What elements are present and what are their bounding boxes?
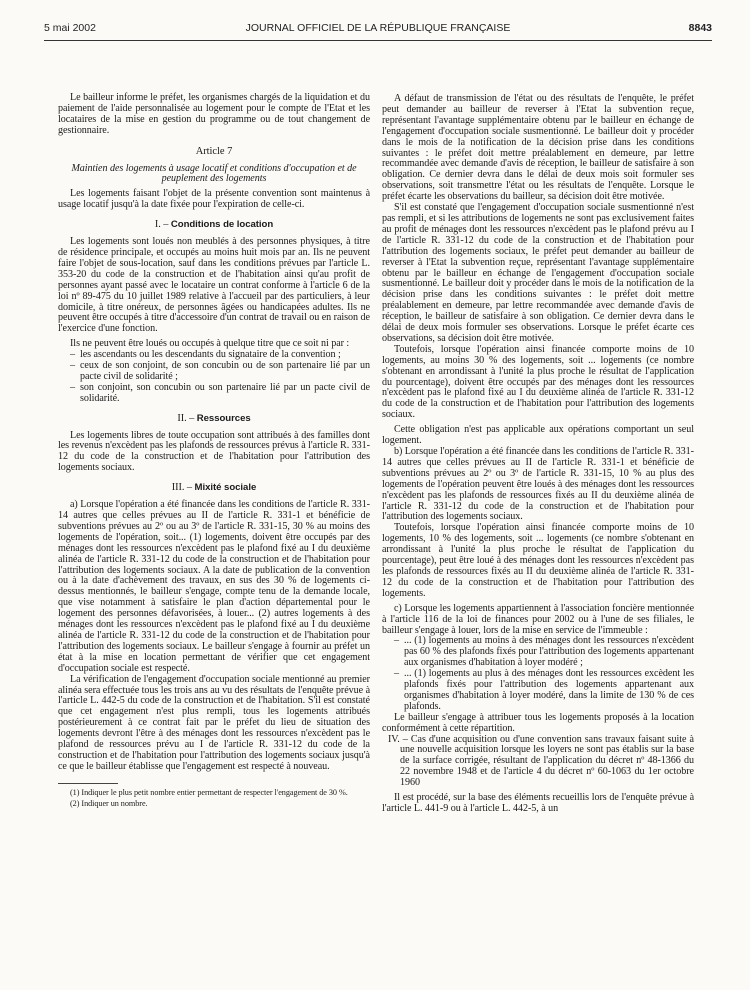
section-title: Ressources: [196, 412, 251, 424]
section-number: II. –: [177, 412, 197, 424]
section-number: III. –: [171, 482, 195, 494]
paragraph: Ils ne peuvent être loués ou occupés à quelque titre que ce soit ni par :: [70, 338, 350, 350]
section-title: Mixité sociale: [194, 482, 257, 494]
section-heading-1: [58, 220, 370, 231]
paragraph: Cette obligation n'est pas applicable aux opérations comportant un seul logement.: [382, 424, 694, 447]
page-number: 8843: [688, 22, 712, 34]
list-item: – ... (1) logements au moins à des ménages dont les ressources n'excèdent pas 60 % des plafonds fixés pour l'attribution des logements appartenant aux organismes d'habitation à loyer modéré ;: [394, 636, 694, 669]
article-subtitle: Maintien des logements à usage locatif et conditions d'occupation et de peuplement des logements: [71, 162, 357, 185]
paragraph: c) Lorsque les logements appartiennent à l'association foncière mentionnée à l'article 116 de la loi de finances pour 2002 ou à l'une de ses filiales, le bailleur s'engage à louer, lors de la mise en service de l'immeuble :: [382, 602, 694, 636]
left-column: [58, 93, 370, 811]
paragraph: Les logements sont loués non meublés à des personnes physiques, à titre de résidence principale, et occupés au moins huit mois par an. Ils ne peuvent faire l'objet de sous-location, sauf dans les conditions prévues par l'article L. 353-20 du code de la construction et de l'habitation ainsi qu'au profit de personnes ayant passé avec le locataire un contrat conforme à l'article 6 de la loi nº 89-475 du 10 juillet 1989 relative à l'accueil par des particuliers, à leur domicile, à titre onéreux, de personnes âgées ou handicapées adultes. Ils ne peuvent être occupés à titre d'accessoire d'un contrat de travail ou en raison de l'exercice d'une fonction.: [58, 236, 370, 335]
paragraph-article7: Les logements faisant l'objet de la présente convention sont maintenus à usage locatif jusqu'à la date fixée pour l'expiration de celle-ci.: [58, 188, 370, 211]
paragraph: Toutefois, lorsque l'opération ainsi financée comporte moins de 10 logements, au moins 30 % des logements, soit ... logements (ce nombre s'obtenant en arrondissant à l'unité la plus proche le résultat de l'application du pourcentage), doivent être occupés par des ménages dont les ressources n'excèdent pas le plafond fixé au I du deuxième alinéa de l'article R. 331-12 du code de la construction et de l'habitation pour l'attribution des logements sociaux.: [382, 343, 694, 421]
exclusion-list: [58, 350, 370, 405]
footnote: (2) Indiquer un nombre.: [70, 799, 148, 809]
paragraph-intro: Le bailleur informe le préfet, les organismes chargés de la liquidation et du paiement de l'aide personnalisée au logement pour le compte de l'Etat et les locataires de la mise en gestion du programme ou de tout changement de gestionnaire.: [58, 92, 370, 136]
paragraph: S'il est constaté que l'engagement d'occupation sociale susmentionné n'est pas rempli, et si les attributions de logements ne sont pas exclusivement faites au profit de ménages dont les ressources n'excèdent pas le plafond prévu au I de l'article R. 331-12 du code de la construction et de l'habitation pour l'attribution des logements sociaux, le préfet peut demander au bailleur de reverser à l'Etat la subvention reçue, représentant l'avantage supplémentaire obtenu par le bailleur en échange de l'engagement d'occupation sociale susmentionné. Le bailleur doit y procéder dans le mois de la notification de la décision prise dans les conditions suivantes : le préfet doit mettre préalablement en demeure, par lettre recommandée avec demande d'avis de réception, le bailleur de satisfaire à son obligation. Ce dernier devra dans le délai de deux mois formuler ses observations. Lorsque le préfet écarte ces observations, sa décision doit être motivée.: [382, 202, 694, 344]
paragraph: Les logements libres de toute occupation sont attribués à des familles dont les revenus n'excèdent pas les plafonds de ressources prévus à l'article R. 331-12 du code de la construction et de l'habitation pour l'attribution des logements sociaux.: [58, 429, 370, 474]
paragraph: Le bailleur s'engage à attribuer tous les logements proposés à la location conformément à cette répartition.: [382, 711, 694, 734]
paragraph: La vérification de l'engagement d'occupation sociale mentionné au premier alinéa sera effectuée tous les trois ans au vu des résultats de l'enquête prévue à l'article L. 442-5 du code de la construction et de l'habitation. S'il est constaté que cet engagement n'est plus rempli, tous les logements attribués postérieurement à ce contrat fait par le préfet du lieu de situation des logements devront l'être à des ménages dont les ressources n'excèdent pas le plafond de ressources prévu au I de l'article R. 331-12 du code de la construction et de l'habitation pour l'attribution des logements sociaux jusqu'à ce que le bailleur établisse que l'engagement est respecté à nouveau.: [58, 673, 370, 772]
section-number: I. –: [154, 219, 171, 231]
allocation-list: [382, 636, 694, 712]
header-date: 5 mai 2002: [44, 22, 96, 34]
section-heading-3: [58, 483, 370, 494]
paragraph: a) Lorsque l'opération a été financée dans les conditions de l'article R. 331-14 autres que celles prévues au II de l'article R. 331-1 et bénéficie de subventions prévues au 2º ou au 3º de l'article R. 331-15, 30 % au moins des logements de l'opération, soit... (1) logements, doivent être occupés par des ménages dont les ressources n'excèdent pas le plafond fixé au I du deuxième alinéa de l'article R. 331-12 du code de la construction et de l'habitation pour l'attribution des logements sociaux. A la date de publication de la convention ou à la date d'achèvement des travaux, en sus des 30 % de logements ci-dessus mentionnés, le bailleur s'engage, compte tenu de la demande locale, que vise notamment à satisfaire le plan d'action départemental pour le logement des personnes défavorisées, à louer... (2) autres logements à des ménages dont les ressources n'excèdent pas le plafond fixé au I du deuxième alinéa de l'article R. 331-12 du code de la construction et de l'habitation pour l'attribution des logements sociaux. Le bailleur s'engage à fournir au préfet un état à la mise en location permettant de vérifier que cet engagement d'occupation sociale est respecté.: [58, 499, 370, 674]
footnote: (1) Indiquer le plus petit nombre entier permettant de respecter l'engagement de 30 %.: [70, 787, 348, 797]
paragraph: A défaut de transmission de l'état ou des résultats de l'enquête, le préfet peut demander au bailleur de reverser à l'Etat la subvention reçue, représentant l'avantage supplémentaire obtenu par le bailleur en échange de l'engagement d'occupation sociale susmentionné. Le bailleur doit y procéder dans le mois de la notification de la décision prise dans les conditions suivantes : le préfet doit mettre préalablement en demeure, par lettre recommandée avec demande d'avis de réception, le bailleur de satisfaire à son obligation. Ce dernier devra dans le délai de deux mois soit formuler ses observations, soit transmettre l'état ou les résultats de l'enquête. Lorsque le préfet écarte les observations du bailleur, sa décision doit être motivée.: [382, 93, 694, 203]
footnote-rule: [58, 783, 118, 784]
section-title: Conditions de location: [170, 219, 274, 231]
journal-title: JOURNAL OFFICIEL DE LA RÉPUBLIQUE FRANÇAISE: [245, 22, 511, 34]
page-header: [44, 22, 712, 38]
paragraph: b) Lorsque l'opération a été financée dans les conditions de l'article R. 331-14 autres que celles prévues au II de l'article R. 331-1 et bénéficie de subventions prévues au 2º ou 3º de l'article R. 331-15, 10 % au plus des logements de l'opération peuvent être loués à des ménages dont les ressources n'excèdent pas les plafonds de ressources fixés au II du deuxième alinéa de l'article R. 331-12 du code de la construction et de l'habitation pour l'attribution des logements sociaux.: [382, 446, 694, 523]
paragraph: Toutefois, lorsque l'opération ainsi financée comporte moins de 10 logements, 10 % des logements, soit ... logements (ce nombre s'obtenant en arrondissant à l'unité la plus proche le résultat de l'application du pourcentage), peut être loué à des ménages dont les ressources n'excèdent pas les plafonds de ressources fixés au II du deuxième alinéa de l'article R. 331-12 du code de la construction et de l'habitation pour l'attribution des logements.: [382, 522, 694, 599]
list-item: – les ascendants ou les descendants du signataire de la convention ;: [70, 350, 370, 361]
header-rule: [44, 40, 712, 41]
list-item: – ceux de son conjoint, de son concubin ou de son partenaire lié par un pacte civil de solidarité ;: [70, 361, 370, 383]
section-heading-4: IV. – Cas d'une acquisition ou d'une convention sans travaux faisant suite à une nouvelle acquisition lorsque les loyers ne sont pas établis sur la base de la surface corrigée, résultant de l'application du décret nº 48-1366 du 22 novembre 1948 et de l'article 4 du décret nº 60-1063 du 1er octobre 1960: [388, 733, 694, 789]
list-item: – ... (1) logements au plus à des ménages dont les ressources excèdent les plafonds fixés pour l'attribution des logements appartenant aux organismes d'habitation à loyer modéré, dans la limite de 130 % de ces plafonds.: [394, 669, 694, 713]
list-item: – son conjoint, son concubin ou son partenaire lié par un pacte civil de solidarité.: [70, 383, 370, 405]
right-column: [382, 94, 694, 815]
article-title: Article 7: [195, 145, 233, 157]
section-heading-2: [58, 414, 370, 425]
paragraph: Il est procédé, sur la base des éléments recueillis lors de l'enquête prévue à l'article L. 441-9 ou à l'article L. 442-5, à un: [382, 792, 694, 814]
